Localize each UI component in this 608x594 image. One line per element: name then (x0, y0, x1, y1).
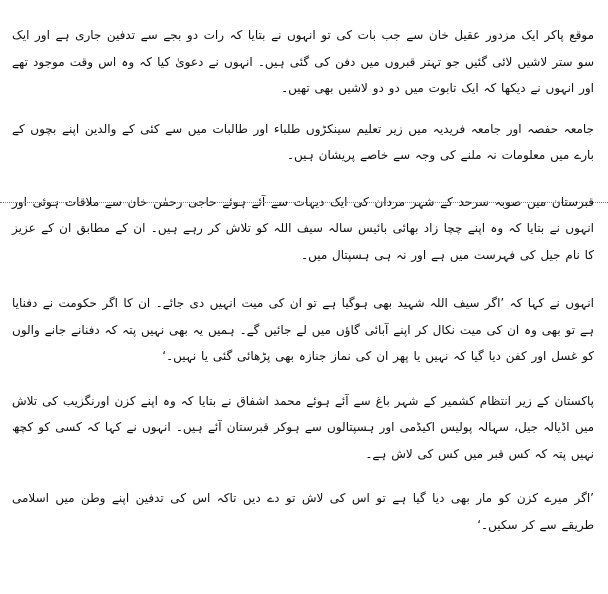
paragraph-2: جامعہ حفصہ اور جامعہ فریدیہ میں زیر تعلیم سینکڑوں طلباء اور طالبات میں سے کئی کے والدین اپنے بچوں کے بارے میں معلومات نہ ملنے کی وجہ سے خاصے پریشان ہیں۔ (12, 121, 594, 162)
paragraph-5: پاکستان کے زیر انتظام کشمیر کے شہر باغ سے آئے ہوئے محمد اشفاق نے بتایا کہ وہ اپنے کزن اورنگزیب کی تلاش میں اڈیالہ جیل، سہالہ پولیس اکیڈمی اور ہسپتالوں سے ہوکر قبرستان آئے ہیں۔ انہوں نے کہا کہ کسی کو کچھ نہیں پتہ کہ کس قبر میں کس کی لاش ہے۔ (12, 393, 594, 461)
paragraph-6: ’اگر میرے کزن کو مار بھی دیا گیا ہے تو اس کی لاش تو دے دیں تاکہ اس کی تدفین اپنے وطن میں اسلامی طریقے سے کر سکیں۔‘ (12, 491, 594, 532)
paragraph-4: انہوں نے کہا کہ ’اگر سیف اللہ شہید بھی ہوگیا ہے تو ان کی میت انہیں دی جائے۔ ان کا اگر حکومت نے دفنایا ہے تو بھی وہ ان کی میت نکال کر اپنے آبائی گاؤں میں لے جائیں گے۔ ہمیں یہ بھی نہیں پتہ کہ دفنانے جانے والوں کو غسل اور کفن دیا گیا کہ نہیں یا پھر ان کی نماز جنازہ بھی پڑھائی گئی یا نہیں۔‘ (12, 296, 594, 363)
dotted-separator (0, 202, 608, 203)
article-body (12, 0, 594, 538)
paragraph-1: موقع پاکر ایک مزدور عقیل خان سے جب بات کی تو انہوں نے بتایا کہ رات دو بجے سے تدفین جاری ہے اور ایک سو ستر لاشیں لائی گئیں جو تہتر قبروں میں دفن کی گئی ہیں۔ انہوں نے دعویٰ کیا کہ وہ اس وقت موجود تھے اور انہوں نے دیکھا کہ ایک تابوت میں دو دو لاشیں بھی تھیں۔ (12, 28, 594, 95)
paragraph-3: قبرستان میں صوبہ سرحد کے شہر مردان کی ایک دیہات سے آئے ہوئے حاجی رحمٰن خان سے ملاقات ہوئی اور انہوں نے بتایا کہ وہ اپنے چچا زاد بھائی بائیس سالہ سیف اللہ کو تلاش کر رہے ہیں۔ ان کے مطابق ان کے عزیز کا نام جیل کی فہرست میں ہے اور نہ ہی ہسپتال میں۔ (12, 194, 594, 262)
